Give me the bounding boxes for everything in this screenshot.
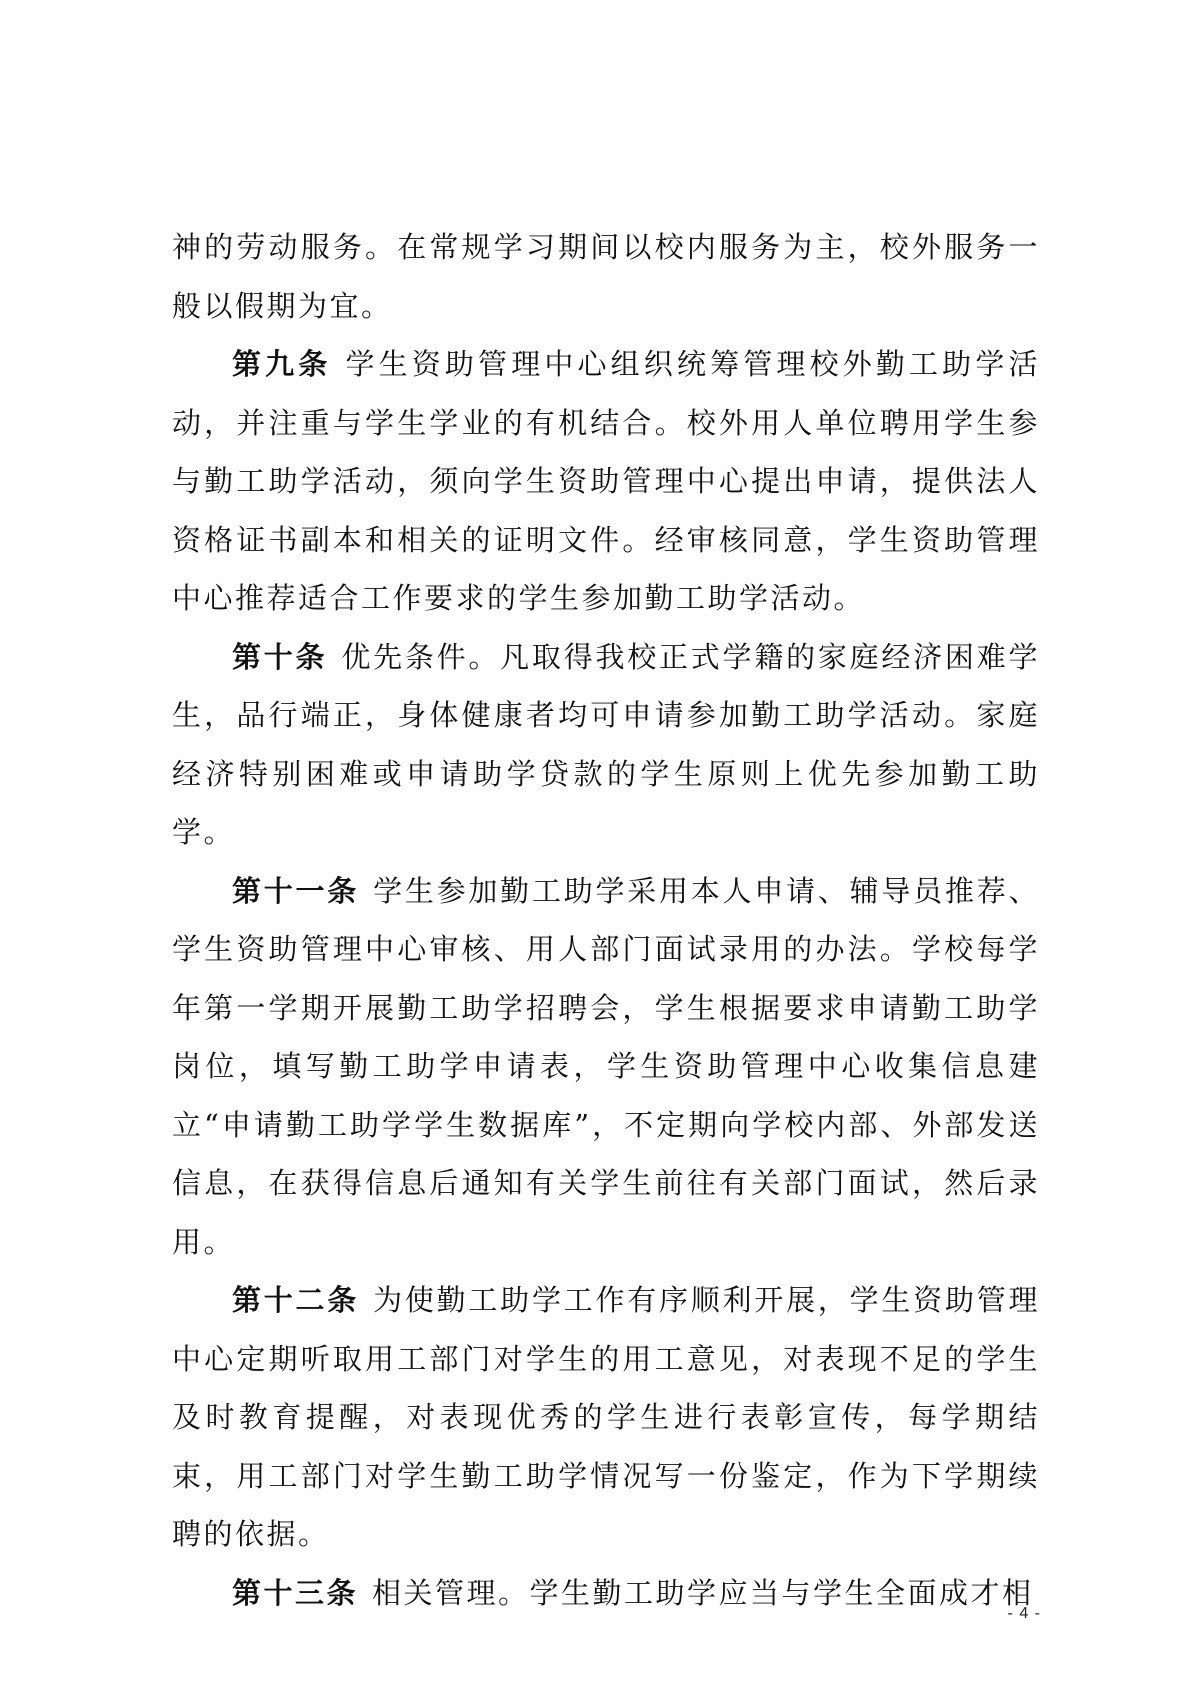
article-9 (172, 335, 1040, 628)
article-number: 第十条 (232, 639, 328, 674)
article-text: 相关管理。学生勤工助学应当与学生全面成才相 (372, 1575, 1034, 1610)
article-text: 为使勤工助学工作有序顺利开展，学生资助管理中心定期听取用工部门对学生的用工意见，对表现不足的学生及时教育提醒，对表现优秀的学生进行表彰宣传，每学期结束，用工部门对学生勤工助学情况写一份鉴定，作为下学期续聘的依据。 (172, 1283, 1040, 1551)
article-11 (172, 862, 1040, 1272)
article-13 (172, 1564, 1040, 1623)
article-number: 第十一条 (232, 873, 360, 908)
body-text (172, 218, 1040, 1622)
article-text: 学生参加勤工助学采用本人申请、辅导员推荐、学生资助管理中心审核、用人部门面试录用的办法。学校每学年第一学期开展勤工助学招聘会，学生根据要求申请勤工助学岗位，填写勤工助学申请表，学生资助管理中心收集信息建立“申请勤工助学学生数据库”，不定期向学校内部、外部发送信息，在获得信息后通知有关学生前往有关部门面试，然后录用。 (172, 873, 1040, 1259)
article-number: 第十二条 (232, 1283, 360, 1317)
article-text: 学生资助管理中心组织统筹管理校外勤工助学活动，并注重与学生学业的有机结合。校外用人单位聘用学生参与勤工助学活动，须向学生资助管理中心提出申请，提供法人资格证书副本和相关的证明文件。经审核同意，学生资助管理中心推荐适合工作要求的学生参加勤工助学活动。 (172, 347, 1040, 615)
paragraph-text: 神的劳动服务。在常规学习期间以校内服务为主，校外服务一般以假期为宜。 (172, 230, 1040, 323)
article-number: 第十三条 (232, 1575, 359, 1610)
article-number: 第九条 (232, 347, 332, 381)
page-number: - 4 - (1007, 1605, 1041, 1622)
article-10 (172, 628, 1040, 862)
article-12 (172, 1271, 1040, 1564)
article-text: 优先条件。凡取得我校正式学籍的家庭经济困难学生，品行端正，身体健康者均可申请参加勤工助学活动。家庭经济特别困难或申请助学贷款的学生原则上优先参加勤工助学。 (172, 639, 1040, 849)
paragraph-continued (172, 218, 1040, 335)
